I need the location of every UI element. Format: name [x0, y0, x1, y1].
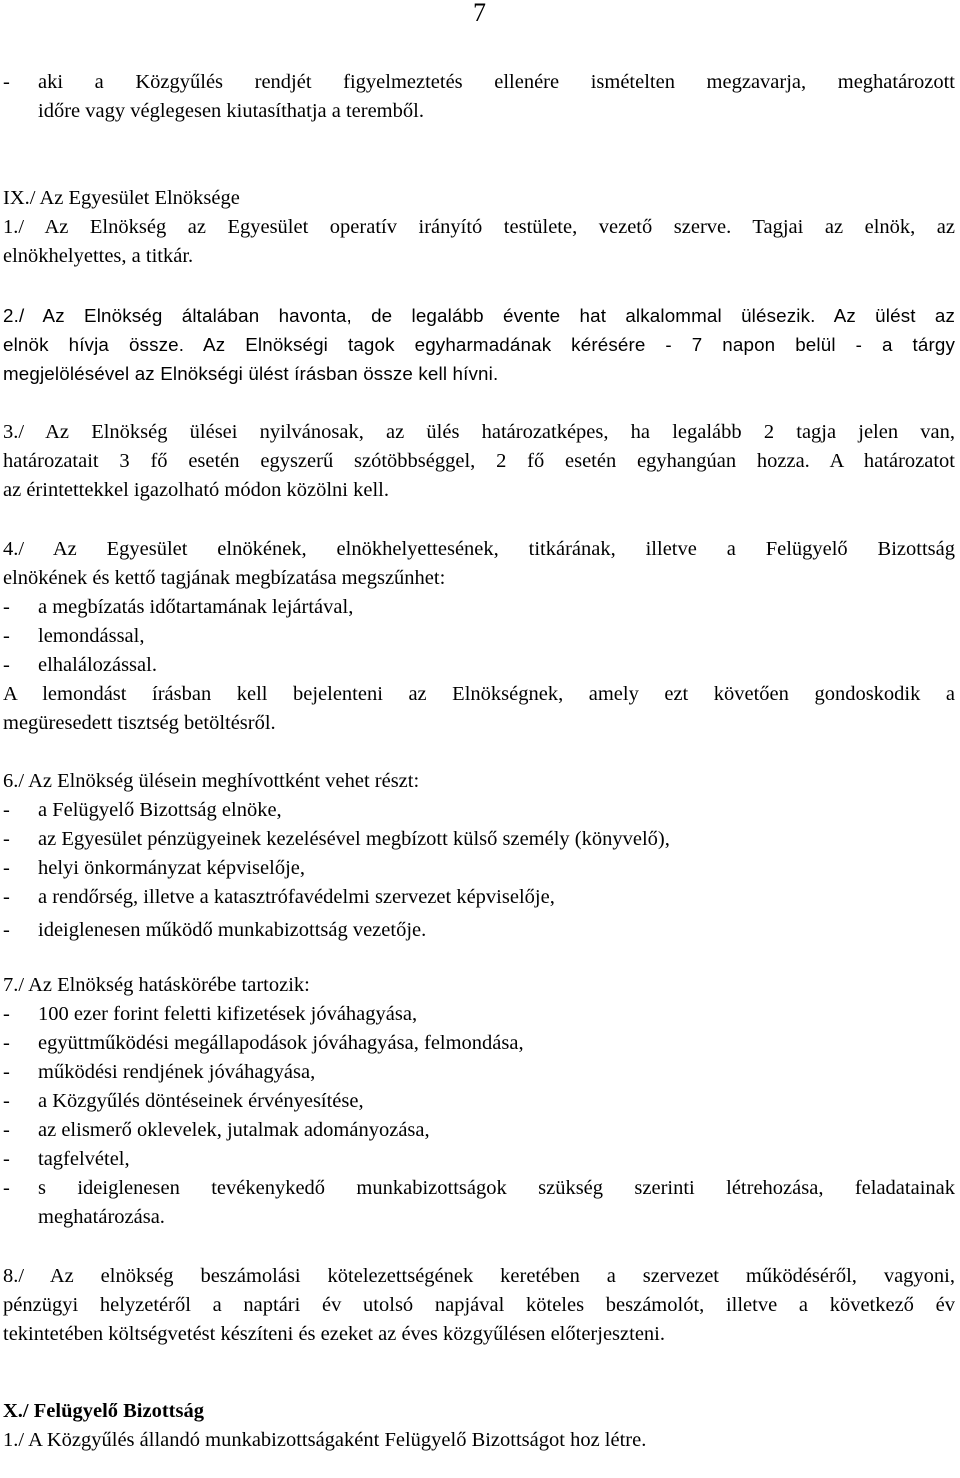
list-item [3, 1058, 955, 1087]
paragraph-1-line: 1./ Az Elnökség az Egyesület operatív irányító testülete, vezető szerve. Tagjai az elnök, az [3, 216, 955, 238]
list-dash: - [3, 654, 10, 676]
paragraph-2-line: elnök hívja össze. Az Elnökségi tagok egyharmadának kérésére - 7 napon belül - a tárgy [3, 334, 955, 355]
list-dash: - [3, 1032, 10, 1054]
list-item [3, 68, 955, 97]
list-item-text: lemondással, [38, 625, 145, 647]
document-body [3, 68, 955, 1455]
paragraph-8-line: tekintetében költségvetést készíteni és ezeket az éves közgyűlésen előterjeszteni. [3, 1323, 665, 1345]
paragraph-4-line: 4./ Az Egyesület elnökének, elnökhelyettesének, titkárának, illetve a Felügyelő Bizottság [3, 538, 955, 560]
list-dash: - [3, 799, 10, 821]
list-item-text: a rendőrség, illetve a katasztrófavédelmi szervezet képviselője, [38, 886, 555, 908]
list-item [3, 912, 955, 948]
paragraph-1-line: elnökhelyettes, a titkár. [3, 245, 194, 267]
paragraph-3-line: 3./ Az Elnökség ülései nyilvánosak, az ülés határozatképes, ha legalább 2 tagja jelen van, [3, 421, 955, 443]
list-dash: - [3, 625, 10, 647]
paragraph-7-intro: 7./ Az Elnökség hatáskörébe tartozik: [3, 974, 310, 996]
list-item [3, 854, 955, 883]
list-item-text: a Közgyűlés döntéseinek érvényesítése, [38, 1090, 364, 1112]
list-dash: - [3, 1090, 10, 1112]
list-dash: - [3, 919, 10, 941]
paragraph-4-line: megüresedett tisztség betöltésről. [3, 712, 276, 734]
list-item [3, 1000, 955, 1029]
list-dash: - [3, 1119, 10, 1141]
page-number: 7 [473, 0, 486, 27]
list-item [3, 1116, 955, 1145]
list-item [3, 622, 955, 651]
paragraph-8-line: 8./ Az elnökség beszámolási kötelezettségének keretében a szervezet működéséről, vagyoni, [3, 1265, 955, 1287]
list-item [3, 1087, 955, 1116]
list-item [3, 825, 955, 854]
paragraph-2-line: 2./ Az Elnökség általában havonta, de legalább évente hat alkalommal ülésezik. Az ülést az [3, 305, 955, 326]
paragraph-x1-line: 1./ A Közgyűlés állandó munkabizottságaként Felügyelő Bizottságot hoz létre. [3, 1429, 647, 1451]
list-dash: - [3, 596, 10, 618]
section-heading-ix: IX./ Az Egyesület Elnöksége [3, 187, 240, 209]
list-dash: - [3, 1148, 10, 1170]
list-dash: - [3, 857, 10, 879]
list-item [3, 651, 955, 680]
list-item-text: az Egyesület pénzügyeinek kezelésével megbízott külső személy (könyvelő), [38, 828, 670, 850]
list-dash: - [3, 1177, 10, 1199]
list-dash: - [3, 886, 10, 908]
list-item-continuation: meghatározása. [38, 1206, 165, 1228]
paragraph-3-line: az érintettekkel igazolható módon közölni kell. [3, 479, 389, 501]
list-item-continuation: időre vagy véglegesen kiutasíthatja a teremből. [38, 100, 424, 122]
list-item [3, 1029, 955, 1058]
paragraph-4-line: A lemondást írásban kell bejelenteni az Elnökségnek, amely ezt követően gondoskodik a [3, 683, 955, 705]
paragraph-8-line: pénzügyi helyzetéről a naptári év utolsó napjával köteles beszámolót, illetve a következő év [3, 1294, 955, 1316]
list-item-text: a megbízatás időtartamának lejártával, [38, 596, 354, 618]
paragraph-6-intro: 6./ Az Elnökség ülésein meghívottként vehet részt: [3, 770, 420, 792]
list-item [3, 1174, 955, 1203]
list-item-text: a Felügyelő Bizottság elnöke, [38, 799, 282, 821]
list-dash: - [3, 1003, 10, 1025]
list-item [3, 883, 955, 912]
list-item [3, 593, 955, 622]
list-dash: - [3, 71, 10, 93]
list-dash: - [3, 1061, 10, 1083]
list-item-text: működési rendjének jóváhagyása, [38, 1061, 316, 1083]
paragraph-2-line: megjelölésével az Elnökségi ülést írásban össze kell hívni. [3, 363, 499, 384]
list-item [3, 796, 955, 825]
paragraph-4-line: elnökének és kettő tagjának megbízatása megszűnhet: [3, 567, 446, 589]
list-item-text: 100 ezer forint feletti kifizetések jóváhagyása, [38, 1003, 418, 1025]
list-item-text: ideiglenesen működő munkabizottság vezetője. [38, 919, 427, 941]
list-item-text: aki a Közgyűlés rendjét figyelmeztetés ellenére ismételten megzavarja, meghatározott [38, 71, 955, 93]
list-dash: - [3, 828, 10, 850]
list-item [3, 1145, 955, 1174]
list-item-text: tagfelvétel, [38, 1148, 130, 1170]
list-item-text: helyi önkormányzat képviselője, [38, 857, 305, 879]
list-item-text: az elismerő oklevelek, jutalmak adományozása, [38, 1119, 430, 1141]
list-item-text: elhalálozással. [38, 654, 157, 676]
list-item-text: s ideiglenesen tevékenykedő munkabizottságok szükség szerinti létrehozása, feladatainak [38, 1177, 955, 1199]
list-item-text: együttműködési megállapodások jóváhagyása, felmondása, [38, 1032, 524, 1054]
paragraph-3-line: határozatait 3 fő esetén egyszerű szótöbbséggel, 2 fő esetén egyhangúan hozza. A határozatot [3, 450, 955, 472]
section-heading-x: X./ Felügyelő Bizottság [3, 1400, 204, 1422]
